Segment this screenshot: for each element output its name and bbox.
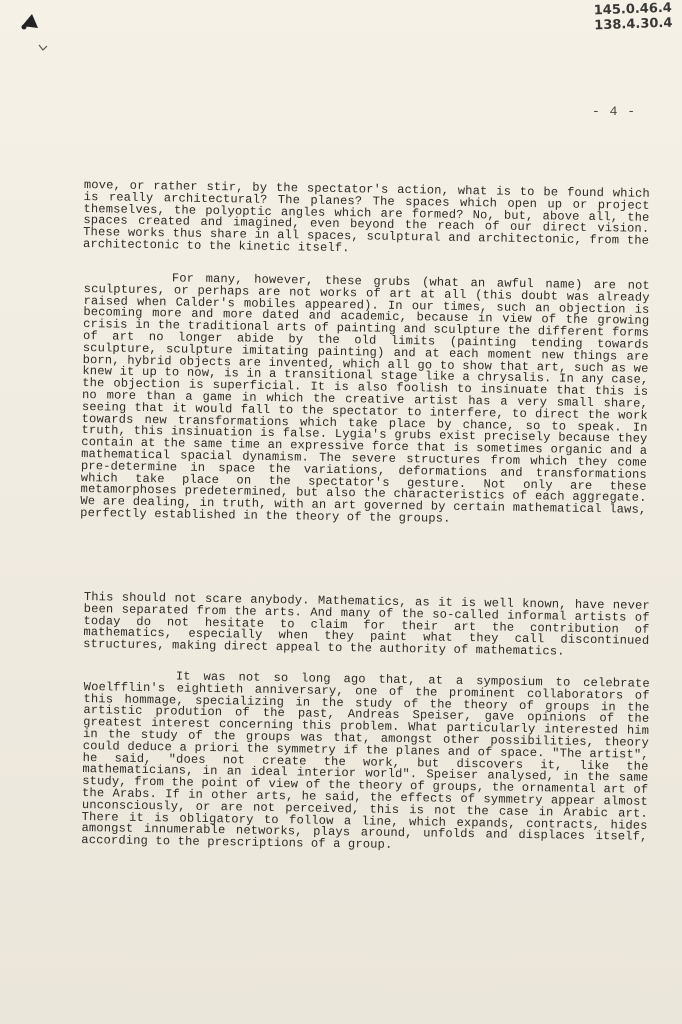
paragraph-1: move, or rather stir, by the spectator's action, what is to be found which is really architectural? The planes? The spaces which open up or project themselves, the polyoptic angles which are formed? No, but, above all, the spaces created and imagined, even beyond the reach of our direct vision. These works thus share in all spaces, sculptural and architectonic, from the architectonic to the kinetic itself. [82, 178, 650, 256]
archive-reference-line-2: 138.4.30.4 [593, 15, 673, 34]
ink-mark-icon [20, 12, 42, 32]
pencil-tick-icon [38, 44, 48, 52]
archive-reference [593, 1, 672, 34]
page-number: - 4 - [592, 104, 637, 119]
paragraph-4: It was not so long ago that, at a symposium to celebrate Woelfflin's eightieth anniversary, one of the prominent collaborators of this hommage, specializing in the study of the theory of groups in the artistic prodution of the past, Andreas Speiser, gave opinions of the greatest interest concerning this problem. What particularly interested him in the study of the groups was that, amongst other possibilities, theory could deduce a priori the symmetry if the planes and of space. "The artist", he said, "does not create the work, but discovers it, like the mathematicians, in an ideal interior world". Speiser analysed, in the same study, from the point of view of the theory of groups, the ornamental art of the Arabs. If in other arts, he said, the effects of symmetry appear almost unconsciously, or are not perceived, this is not the case in Arabic art. There it is obligatory to follow a line, which expands, contracts, hides amongst innumerable networks, plays around, unfolds and displaces itself, according to the prescriptions of a group. [81, 669, 650, 853]
archive-reference-line-1: 145.0.46.4 [593, 0, 672, 19]
paragraph-3: This should not scare anybody. Mathematics, as it is well known, have never been separated from the arts. And many of the so-called informal artists of today do not hesitate to claim for their art the contribution of mathematics, especially when they paint what they call discontinued structures, making direct appeal to the authority of mathematics. [83, 590, 650, 659]
paragraph-2: For many, however, these grubs (what an awful name) are not sculptures, or perhaps are not works of art at all (this doubt was already raised when Calder's mobiles appeared). In our times, such an objection is becoming more and more dated and academic, because in view of the growing crisis in the traditional arts of painting and sculpture the different forms of art no longer abide by the old limits (painting tending towards sculpture, sculpture imitating painting) and at each moment new things are born, hybrid objects are invented, which all go to show that art, such as we knew it up to now, is in a transitional stage like a chrysalis. In any case, the objection is superficial. It is also foolish to insinuate that this is no more than a game in which the creative artist has a very small share, seeing that it would fall to the spectator to interfere, to direct the work towards new transformations which take place by chance, so to speak. In truth, this insinuation is false. Lygia's grubs exist precisely because they contain at the same time an expressive force that is sometimes organic and a mathematical spacial dynamism. The severe structures from which they come pre-determine in space the variations, deformations and transformations which take place on the spectator's gesture. Not only are these metamorphoses predetermined, but also the characteristics of each aggregate. We are dealing, in truth, with an art governed by certain mathematical laws, perfectly established in the theory of the groups. [80, 271, 650, 526]
